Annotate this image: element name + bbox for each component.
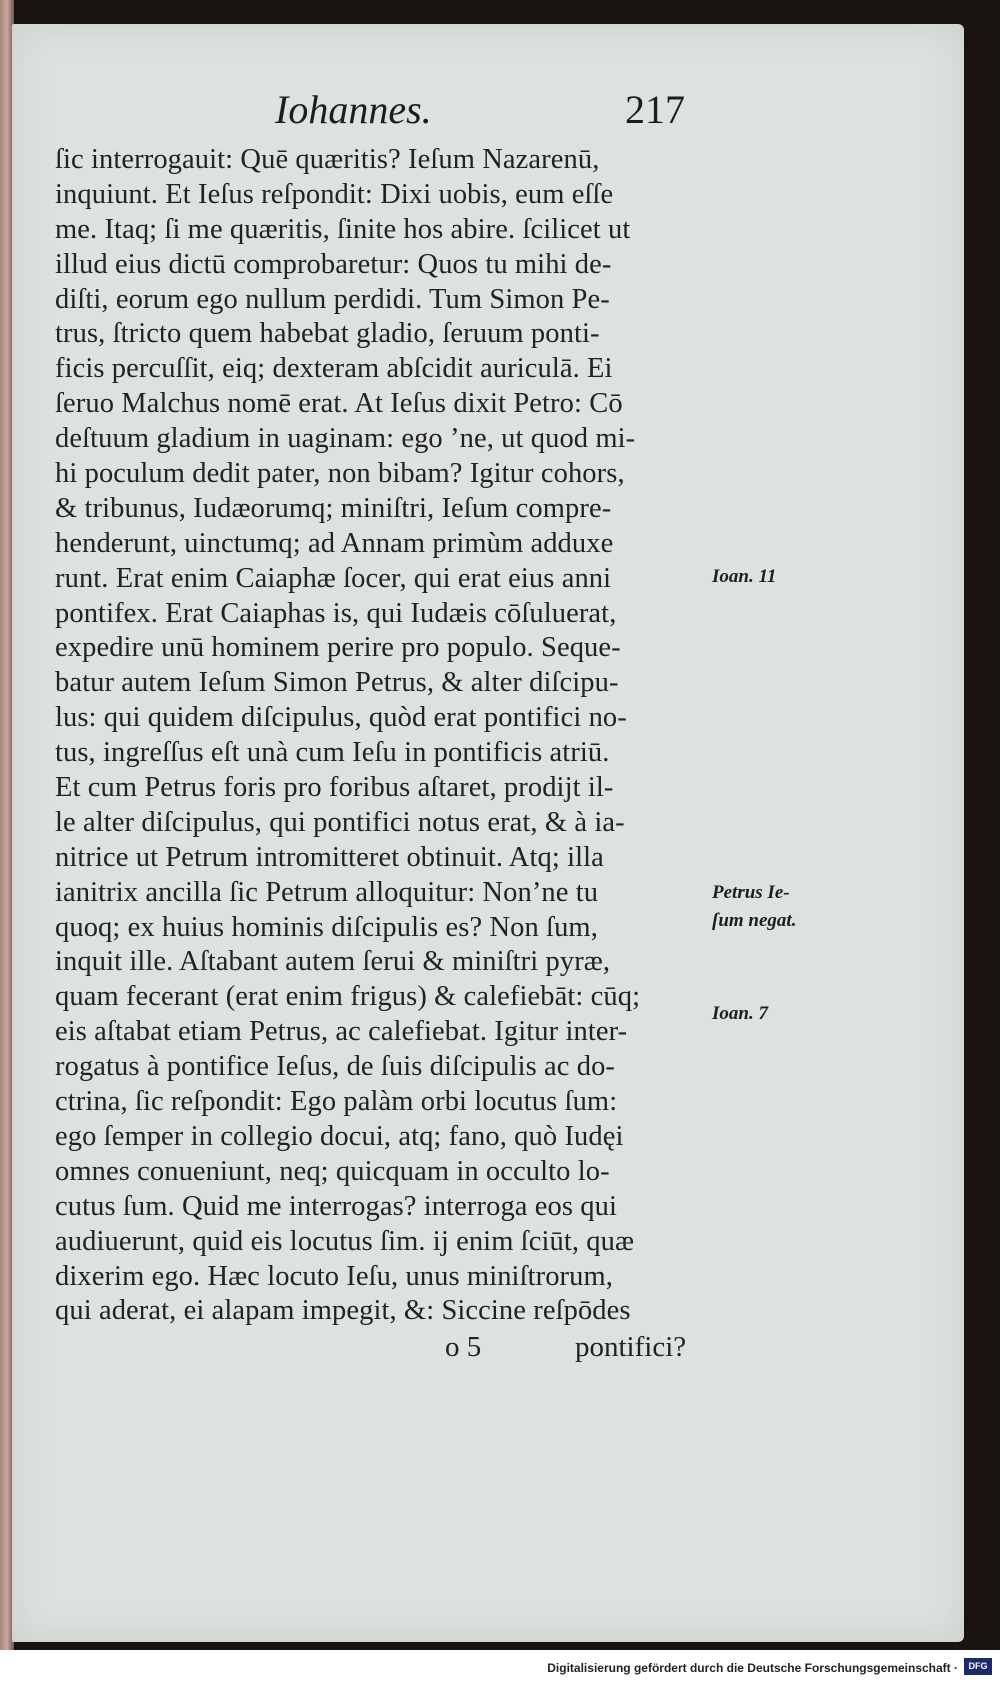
text-line: henderunt, uinctumq; ad Annam primùm adduxe [55,527,614,559]
text-line: Et cum Petrus foris pro foribus aſtaret, prodijt il- [55,772,614,804]
margin-note: Ioan. 11 [712,566,777,587]
text-line: cutus ſum. Quid me interrogas? interroga eos qui [55,1190,617,1222]
signature-mark: o 5 [445,1331,482,1363]
footer-bar [0,1650,1000,1684]
page-number: 217 [625,87,685,132]
catchword: pontifici? [575,1331,687,1363]
funding-credit: Digitalisierung gefördert durch die Deutsche Forschungsgemeinschaft · [547,1661,958,1675]
margin-note: Ioan. 7 [712,1003,768,1024]
text-line: inquit ille. Aſtabant autem ſerui & miniſtri pyræ, [55,946,611,978]
text-line: illud eius dictū comprobaretur: Quos tu mihi de- [55,248,612,280]
text-line: pontifex. Erat Caiaphas is, qui Iudæis cōſuluerat, [55,597,617,629]
text-line: ctrina, ſic reſpondit: Ego palàm orbi locutus ſum: [55,1086,618,1118]
text-line: inquiunt. Et Ieſus reſpondit: Dixi uobis, eum eſſe [55,178,614,210]
text-line: hi poculum dedit pater, non bibam? Igitur cohors, [55,458,625,490]
text-line: omnes conueniunt, neq; quicquam in occulto lo- [55,1155,610,1187]
text-line: deſtuum gladium in uaginam: ego ’ne, ut quod mi- [55,423,636,455]
text-line: qui aderat, ei alapam impegit, &: Siccine reſpōdes [55,1295,631,1327]
text-line: dixerim ego. Hæc locuto Ieſu, unus miniſtrorum, [55,1260,613,1292]
dfg-logo-icon: DFG [964,1658,992,1675]
text-line: diſti, eorum ego nullum perdidi. Tum Simon Pe- [55,283,610,315]
text-line: runt. Erat enim Caiaphæ ſocer, qui erat eius anni [55,562,612,594]
text-line: tus, ingreſſus eſt unà cum Ieſu in pontificis atriū. [55,737,610,769]
text-line: ſeruo Malchus nomē erat. At Ieſus dixit Petro: Cō [55,388,623,420]
text-line: ſic interrogauit: Quē quæritis? Ieſum Nazarenū, [55,144,600,175]
text-line: rogatus à pontifice Ieſus, de ſuis diſcipulis ac do- [55,1051,616,1083]
text-line: le alter diſcipulus, qui pontifici notus erat, & à ia- [55,806,625,838]
text-line: lus: qui quidem diſcipulus, quòd erat pontifici no- [55,702,627,734]
text-line: batur autem Ieſum Simon Petrus, & alter diſcipu- [55,667,619,699]
running-title: Iohannes. [275,87,432,132]
signature-line [0,1331,1000,1371]
text-line: nitrice ut Petrum intromitteret obtinuit. Atq; illa [55,841,604,873]
margin-note: ſum negat. [712,910,797,931]
text-line: & tribunus, Iudæorumq; miniſtri, Ieſum compre- [55,492,612,524]
text-line: expedire unū hominem perire pro populo. Seque- [55,632,621,664]
text-line: ficis percuſſit, eiq; dexteram abſcidit auriculā. Ei [55,353,613,385]
main-text-block [55,143,710,1329]
text-line: eis aſtabat etiam Petrus, ac calefiebat. Igitur inter- [55,1016,628,1048]
text-line: quoq; ex huius hominis diſcipulis es? Non ſum, [55,911,598,943]
text-line: trus, ſtricto quem habebat gladio, ſeruum ponti- [55,318,600,350]
text-line: quam fecerant (erat enim frigus) & calefiebāt: cūq; [55,981,641,1013]
text-line: ianitrix ancilla ſic Petrum alloquitur: Non’ne tu [55,876,599,908]
text-line: ego ſemper in collegio docui, atq; fano, quò Iudęi [55,1120,624,1152]
text-line: me. Itaq; ſi me quæritis, ſinite hos abire. ſcilicet ut [55,213,631,245]
text-line: audiuerunt, quid eis locutus ſim. ij enim ſciūt, quæ [55,1225,635,1257]
page-header [0,86,1000,136]
margin-note: Petrus Ie- [712,882,790,903]
